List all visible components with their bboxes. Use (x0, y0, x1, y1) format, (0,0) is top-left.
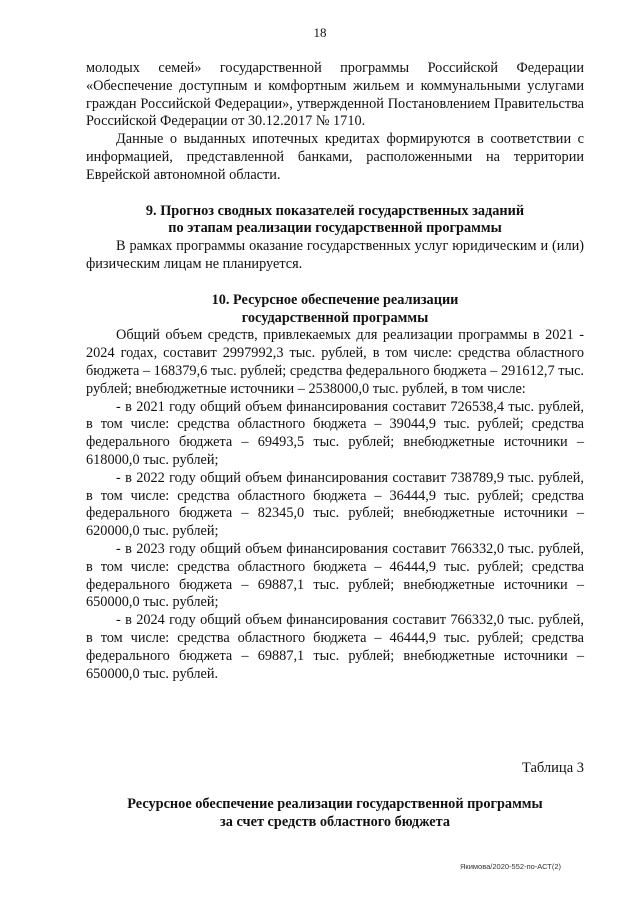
section-9-heading-line-2: по этапам реализации государственной программы (168, 220, 502, 237)
footer-code: Якимова/2020-552-по-АСТ(2) (460, 862, 562, 871)
section-10-heading (86, 292, 584, 328)
page-content (86, 60, 584, 683)
page-number: 18 (313, 25, 327, 40)
funding-item-2023: - в 2023 году общий объем финансирования составит 766332,0 тыс. рублей, в том числе: средства областного бюджета – 46444,9 тыс. рублей; средства федерального бюджета – 69887,1 тыс. рублей; внебюджетные источники – 650000,0 тыс. рублей; (86, 540, 584, 611)
paragraph-mortgage-data: Данные о выданных ипотечных кредитах формируются в соответствии с информацией, представленной банками, расположенными на территории Еврейской автономной области. (86, 131, 584, 183)
section-10-heading-line-2: государственной программы (241, 309, 429, 326)
funding-item-2021: - в 2021 году общий объем финансирования составит 726538,4 тыс. рублей, в том числе: средства областного бюджета – 39044,9 тыс. рублей; средства федерального бюджета – 69493,5 тыс. рублей; внебюджетные источники – 618000,0 тыс. рублей; (86, 398, 584, 468)
funding-item-2024: - в 2024 году общий объем финансирования составит 766332,0 тыс. рублей, в том числе: средства областного бюджета – 46444,9 тыс. рублей; средства федерального бюджета – 69887,1 тыс. рублей; внебюджетные источники – 650000,0 тыс. рублей. (86, 612, 584, 682)
table-title-line-1: Ресурсное обеспечение реализации государственной программы (127, 796, 543, 812)
table-label: Таблица 3 (521, 760, 584, 776)
section-10-heading-line-1: 10. Ресурсное обеспечение реализации (211, 291, 459, 308)
section-9-heading-line-1: 9. Прогноз сводных показателей государственных заданий (145, 202, 525, 219)
section-10-intro: Общий объем средств, привлекаемых для реализации программы в 2021 - 2024 годах, составит 2997992,3 тыс. рублей, в том числе: средства областного бюджета – 168379,6 тыс. рублей; средства федерального бюджета – 291612,7 тыс. рублей; внебюджетные источники – 2538000,0 тыс. рублей, в том числе: (86, 327, 584, 397)
section-9-text: В рамках программы оказание государственных услуг юридическим и (или) физическим лицам не планируется. (86, 238, 584, 272)
section-9-heading (86, 203, 584, 239)
paragraph-intro: молодых семей» государственной программы Российской Федерации «Обеспечение доступным и комфортным жильем и коммунальными услугами граждан Российской Федерации», утвержденной Постановлением Правительства Российской Федерации от 30.12.2017 № 1710. (86, 60, 584, 130)
funding-item-2022: - в 2022 году общий объем финансирования составит 738789,9 тыс. рублей, в том числе: средства областного бюджета – 36444,9 тыс. рублей; средства федерального бюджета – 82345,0 тыс. рублей; внебюджетные источники – 620000,0 тыс. рублей; (86, 469, 584, 540)
table-title (86, 796, 584, 832)
table-title-line-2: за счет средств областного бюджета (220, 813, 450, 830)
